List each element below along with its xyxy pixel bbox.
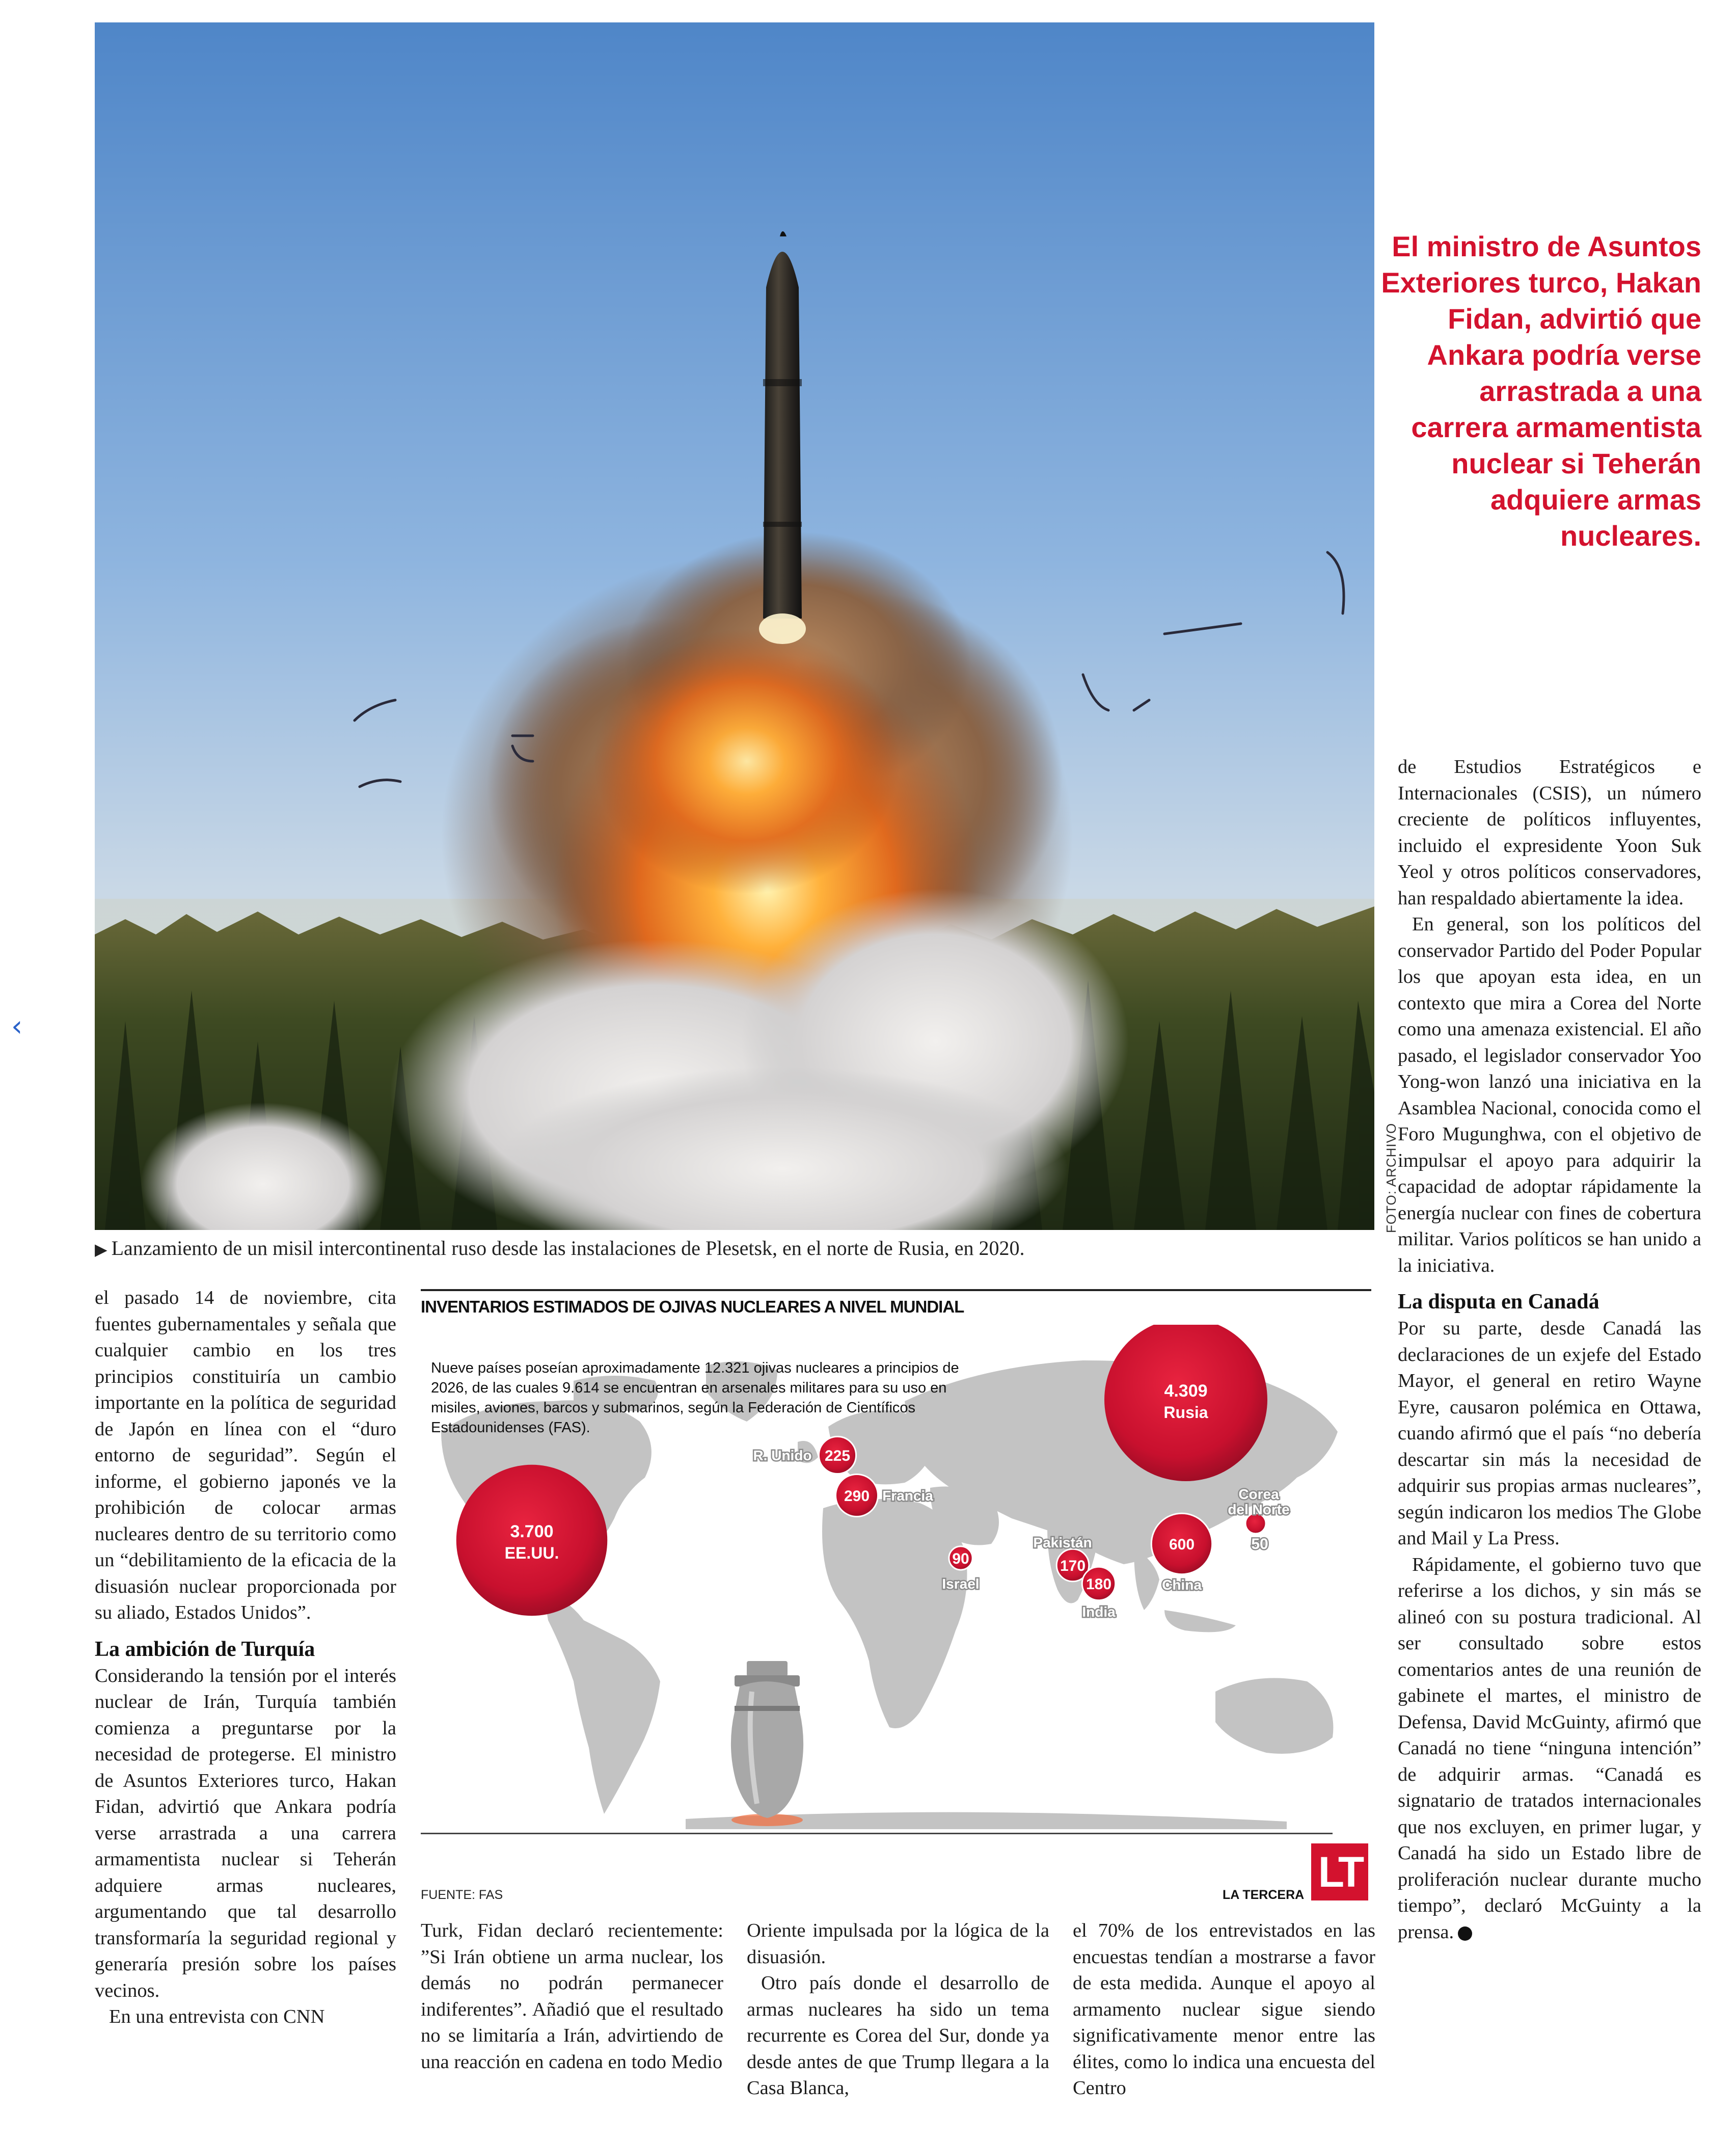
bubble-value: 225 — [824, 1448, 851, 1464]
article-column-5 — [1398, 754, 1701, 1945]
bubble-name: Israel — [942, 1576, 980, 1592]
infographic-brand: LA TERCERA — [1223, 1888, 1305, 1902]
bubble-name: Francia — [882, 1488, 933, 1504]
bubble-name: China — [1162, 1577, 1202, 1593]
infographic-title: INVENTARIOS ESTIMADOS DE OJIVAS NUCLEARES A NIVEL MUNDIAL — [421, 1297, 964, 1316]
bubble-name: del Norte — [1228, 1502, 1290, 1517]
bubble-corea-del-norte — [1228, 1486, 1289, 1552]
bubble-value: 90 — [952, 1550, 969, 1567]
paragraph: En general, son los políticos del conservador Partido del Poder Popular los que apoyan esta idea, en un contexto que mira a Corea del Norte como una amenaza existencial. El año pasado, el legislador conservador Yoo Yong-won lanzó una iniciativa en la Asamblea Nacional, conocida como el Foro Mugunghwa, con el objetivo de impulsar el apoyo para adquirir la capacidad de adoptar rápidamente la energía nuclear con fines de cobertura militar. Varios políticos se han unido a la iniciativa. — [1398, 914, 1701, 1276]
section-heading: La ambición de Turquía — [95, 1637, 315, 1661]
paragraph: Oriente impulsada por la lógica de la disuasión. — [747, 1920, 1049, 1968]
end-mark-icon — [1458, 1926, 1472, 1941]
bubble-value: 170 — [1060, 1558, 1086, 1574]
la-tercera-logo: LT — [1311, 1843, 1368, 1900]
triangle-right-icon: ▶ — [95, 1240, 107, 1259]
infographic-description: Nueve países poseían aproximadamente 12.321 ojivas nucleares a principios de 2026, de las cuales 9.614 se encuentran en arsenales militares para su uso en misiles, aviones, barcos y submarinos, según la Federación de Científicos Estadounidenses (FAS). — [431, 1360, 959, 1436]
infographic-bottom-rule — [421, 1833, 1333, 1834]
bubble-ee-uu- — [456, 1465, 608, 1616]
paragraph: Turk, Fidan declaró recientemente: ”Si Irán obtiene un arma nuclear, los demás no podrán permanecer indiferentes”. Añadió que el resultado no se limitaría a Irán, advirtiendo de una reacción en cadena en todo Medio — [421, 1920, 723, 2073]
bubble-pakist-n — [1033, 1535, 1092, 1582]
warhead-bubbles — [421, 1325, 1371, 1829]
article-column-2 — [421, 1918, 723, 2075]
bubble-value: 600 — [1169, 1536, 1195, 1553]
paragraph: Por su parte, desde Canadá las declaraciones de un exjefe del Estado Mayor, el general en retiro Wayne Eyre, causaron polémica en Ottawa, cuando afirmó que el país “no debería descartar sin más la necesidad de adquirir sus propias armas nucleares”, según indicaron los medios The Globe and Mail y La Press. — [1398, 1318, 1701, 1549]
bubble-name: R. Unido — [753, 1448, 812, 1463]
bubble-value: 4.309 — [1164, 1381, 1208, 1401]
bubble-israel — [942, 1546, 979, 1592]
photo-credit: FOTO: ARCHIVO — [1384, 1122, 1399, 1233]
bubble-name: Corea — [1238, 1486, 1279, 1502]
pull-quote: El ministro de Asuntos Exteriores turco, Hakan Fidan, advirtió que Ankara podría verse arrastrada a una carrera armamentista nuclear si Teherán adquiere armas nucleares. — [1381, 230, 1701, 552]
photo-caption — [95, 1235, 1378, 1263]
infographic-top-rule — [421, 1289, 1371, 1291]
bubble-china — [1151, 1513, 1212, 1593]
bubble-francia — [835, 1474, 933, 1516]
bubble-name: Pakistán — [1033, 1535, 1092, 1550]
bubble-name: EE.UU. — [504, 1544, 559, 1562]
bubble-value: 3.700 — [510, 1522, 554, 1541]
paragraph — [1398, 1552, 1701, 1946]
bubble-name: India — [1082, 1604, 1116, 1620]
bubble-name: Rusia — [1163, 1403, 1208, 1422]
article-column-3 — [747, 1918, 1049, 2102]
bubble-value: 290 — [844, 1488, 870, 1505]
caption-text: Lanzamiento de un misil intercontinental ruso desde las instalaciones de Plesetsk, en el norte de Rusia, en 2020. — [111, 1237, 1025, 1260]
bubble-rusia — [1104, 1325, 1267, 1481]
paragraph: el pasado 14 de noviembre, cita fuentes gubernamentales y señala que cualquier cambio en los tres principios constituiría un cambio importante en la política de seguridad de Japón en línea con el “duro entorno de seguridad”. Según el informe, el gobierno japonés ve la prohibición de colocar armas nucleares dentro de su territorio como un “debilitamiento de la eficacia de la disuasión nuclear proporcionada por su aliado, Estados Unidos”. — [95, 1287, 396, 1623]
paragraph: Considerando la tensión por el interés nuclear de Irán, Turquía también comienza a preguntarse por la necesidad de protegerse. El ministro de Asuntos Exteriores turco, Hakan Fidan, advirtió que Ankara podría verse arrastrada a una carrera armamentista nuclear si Teherán adquiere armas nucleares, argumentando que tal desarrollo transformaría la seguridad regional y generaría presión sobre los países vecinos. — [95, 1665, 396, 2001]
paragraph: En una entrevista con CNN — [109, 2006, 325, 2027]
paragraph: Otro país donde el desarrollo de armas nucleares ha sido un tema recurrente es Corea del Sur, donde ya desde antes de que Trump llegara a la Casa Blanca, — [747, 1972, 1049, 2099]
chevron-left-icon[interactable]: ‹ — [11, 1010, 23, 1043]
bubble-value: 180 — [1086, 1576, 1112, 1593]
bubble-india — [1082, 1567, 1116, 1620]
bubble-r-unido — [753, 1436, 856, 1474]
article-column-1 — [95, 1285, 396, 2030]
paragraph: de Estudios Estratégicos e Internacionales (CSIS), un número creciente de políticos influyentes, incluido el expresidente Yoon Suk Yeol y otros políticos conservadores, han respaldado abiertamente la idea. — [1398, 756, 1701, 909]
missile-launch-photo — [95, 22, 1374, 1230]
paragraph: el 70% de los entrevistados en las encuestas tendían a mostrarse a favor de esta medida. Aunque el apoyo al armamento nuclear sigue siendo significativamente menor entre las élites, como lo indica una encuesta del Centro — [1073, 1920, 1375, 2099]
bubble-value: 50 — [1251, 1536, 1268, 1552]
article-column-4 — [1073, 1918, 1375, 2102]
paragraph-text: Rápidamente, el gobierno tuvo que referirse a los dichos, y sin más se alineó con su postura tradicional. Al ser consultado sobre estos comentarios antes de una reunión de gabinete el martes, el ministro de Defensa, David McGuinty, afirmó que Canadá no tiene “ninguna intención” de adquirir armas. “Canadá es signatario de tratados internacionales que nos excluyen, en primer lugar, y Canadá ha sido un Estado libre de proliferación nuclear durante mucho tiempo”, declaró McGuinty a la prensa. — [1398, 1554, 1701, 1943]
section-heading: La disputa en Canadá — [1398, 1290, 1599, 1314]
infographic-source: FUENTE: FAS — [421, 1888, 503, 1902]
